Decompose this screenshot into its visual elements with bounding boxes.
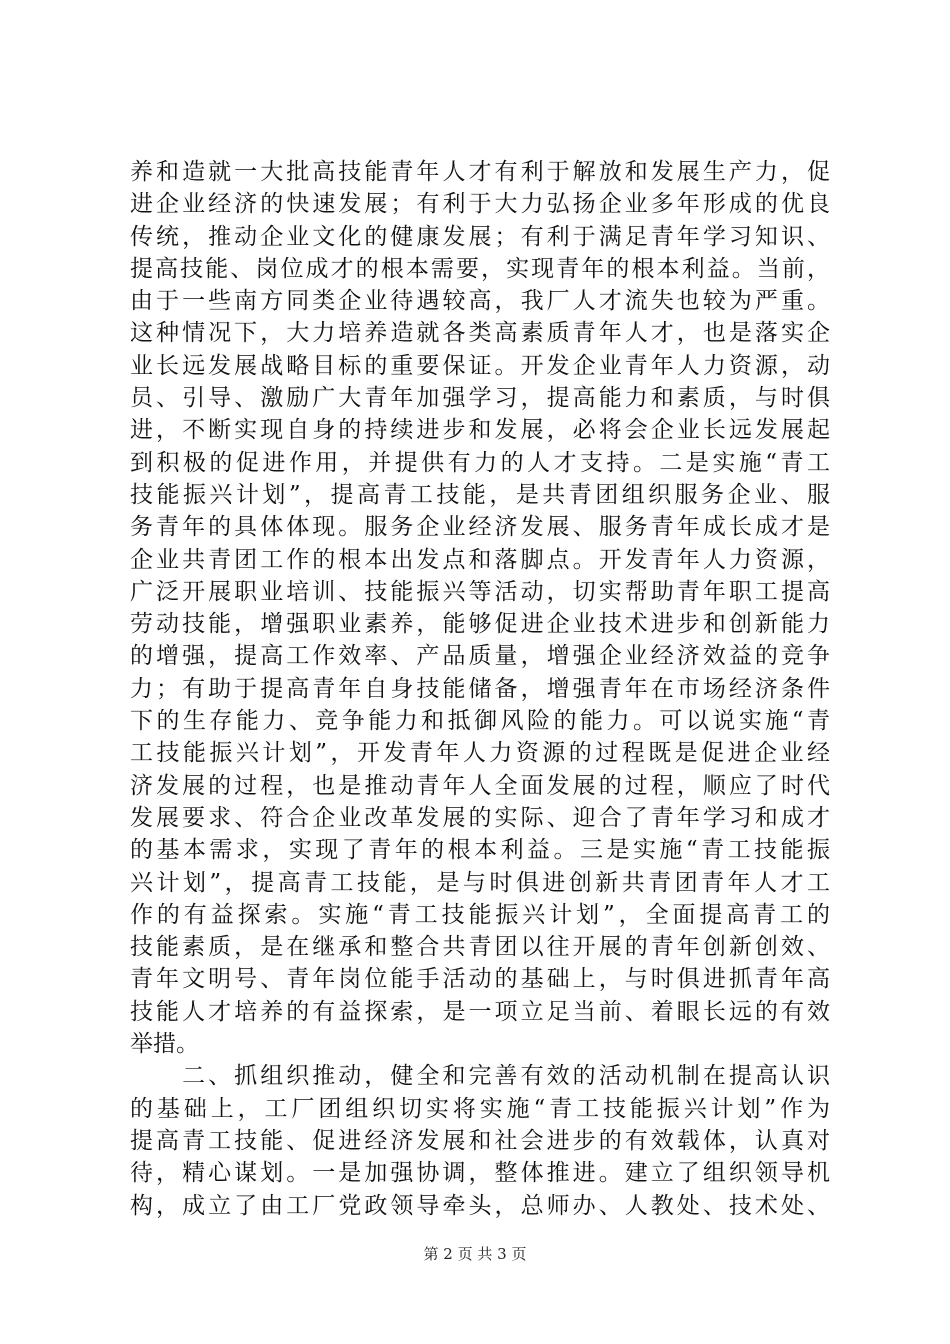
- text-line: 技能素质，是在继承和整合共青团以往开展的青年创新创效、: [130, 934, 830, 961]
- page-footer: [0, 1243, 950, 1264]
- text-line: 的基本需求，实现了青年的根本利益。三是实施“青工技能振: [130, 837, 830, 864]
- paragraph-2: [130, 1060, 830, 1221]
- text-line: 进，不断实现自身的持续进步和发展，必将会企业长远发展起: [130, 417, 830, 444]
- text-line: 的增强，提高工作效率、产品质量，增强企业经济效益的竞争: [130, 643, 830, 670]
- text-line: 构，成立了由工厂党政领导牵头，总师办、人教处、技术处、: [130, 1192, 830, 1219]
- text-line: 务青年的具体体现。服务企业经济发展、服务青年成长成才是: [130, 514, 830, 541]
- text-line: 力；有助于提高青年自身技能储备，增强青年在市场经济条件: [130, 675, 830, 702]
- text-line: 劳动技能，增强职业素养，能够促进企业技术进步和创新能力: [130, 611, 830, 638]
- text-line: 提高技能、岗位成才的根本需要，实现青年的根本利益。当前，: [130, 255, 830, 282]
- text-line: 下的生存能力、竞争能力和抵御风险的能力。可以说实施“青: [130, 708, 830, 735]
- text-line: 待，精心谋划。一是加强协调，整体推进。建立了组织领导机: [130, 1160, 830, 1187]
- text-line: 这种情况下，大力培养造就各类高素质青年人才，也是落实企: [130, 320, 830, 347]
- paragraph-1: [130, 156, 830, 1060]
- text-line: 济发展的过程，也是推动青年人全面发展的过程，顺应了时代: [130, 772, 830, 799]
- text-line: 到积极的促进作用，并提供有力的人才支持。二是实施“青工: [130, 449, 830, 476]
- body-text: [130, 156, 830, 1222]
- text-line: 提高青工技能、促进经济发展和社会进步的有效载体，认真对: [130, 1127, 830, 1154]
- text-line: 进企业经济的快速发展；有利于大力弘扬企业多年形成的优良: [130, 191, 830, 218]
- text-line: 二、抓组织推动，健全和完善有效的活动机制在提高认识: [130, 1063, 830, 1090]
- text-line: 技能振兴计划”，提高青工技能，是共青团组织服务企业、服: [130, 481, 830, 508]
- text-line: 青年文明号、青年岗位能手活动的基础上，与时俱进抓青年高: [130, 966, 830, 993]
- text-line: 的基础上，工厂团组织切实将实施“青工技能振兴计划”作为: [130, 1095, 830, 1122]
- text-line: 作的有益探索。实施“青工技能振兴计划”，全面提高青工的: [130, 901, 830, 928]
- text-line: 发展要求、符合企业改革发展的实际、迎合了青年学习和成才: [130, 804, 830, 831]
- page-number-label: 第 2 页 共 3 页: [423, 1245, 527, 1263]
- text-line: 广泛开展职业培训、技能振兴等活动，切实帮助青年职工提高: [130, 578, 830, 605]
- text-line: 由于一些南方同类企业待遇较高，我厂人才流失也较为严重。: [130, 288, 830, 315]
- text-line: 工技能振兴计划”，开发青年人力资源的过程既是促进企业经: [130, 740, 830, 767]
- text-line: 技能人才培养的有益探索，是一项立足当前、着眼长远的有效: [130, 998, 830, 1025]
- text-line: 传统，推动企业文化的健康发展；有利于满足青年学习知识、: [130, 223, 830, 250]
- text-line: 举措。: [130, 1031, 199, 1058]
- text-line: 员、引导、激励广大青年加强学习，提高能力和素质，与时俱: [130, 385, 830, 412]
- text-line: 企业共青团工作的根本出发点和落脚点。开发青年人力资源，: [130, 546, 830, 573]
- text-line: 业长远发展战略目标的重要保证。开发企业青年人力资源，动: [130, 352, 830, 379]
- text-line: 兴计划”，提高青工技能，是与时俱进创新共青团青年人才工: [130, 869, 830, 896]
- text-line: 养和造就一大批高技能青年人才有利于解放和发展生产力，促: [130, 159, 830, 185]
